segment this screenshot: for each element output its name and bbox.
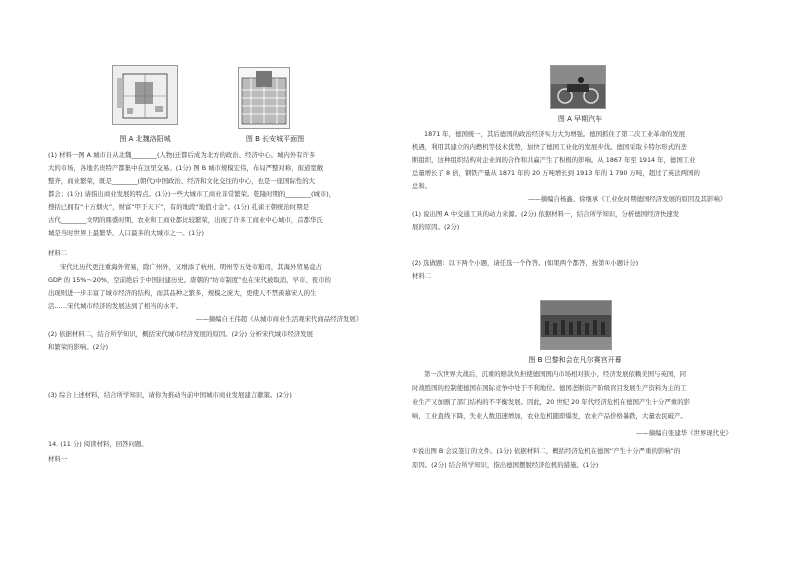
material-1-line: 断组织，这种组织结构对企业间的合作和共赢产生了积极的影响。从 1867 年至 1914 年，德国工业 bbox=[412, 156, 696, 164]
material-2-line: 宋代比历代更注重海外贸易，除广州外，又增添了杭州、明州等五处市舶司，其海外贸易竟占 bbox=[60, 263, 323, 271]
figure-a-caption-right: 图 A 早期汽车 bbox=[557, 115, 603, 123]
right-material-2-line: 业生产又加剧了部门结构的不平衡发展。因此，20 世纪 20 年代经济危机在德国产生十分严重的影 bbox=[412, 398, 690, 406]
left-q1-line: 城是当时世界上最繁华、人口最多的大城市之一。(1分) bbox=[48, 229, 205, 237]
material-1-line: 机遇，利用其建立的内燃机等技术优势，加快了德国工业化的发展步伐。德国采取卡特尔形式的垄 bbox=[412, 143, 687, 151]
figure-b-caption: 图 B 长安城平面图 bbox=[245, 135, 305, 143]
material-1-line: 总和。 bbox=[412, 182, 432, 190]
left-q1-line: (1) 材料一图 A 城市自从北魏________(人物)迁都后成为北方的政治、经济中心。城内外有许多 bbox=[48, 151, 316, 159]
material-1-source: ——摘编自杨鑫、徐继承《工业化时期德国经济发展的原因及其影响》 bbox=[528, 195, 727, 203]
right-material-2-line: 第一次世界大战后，沉重的赔款负担使德国国内市场相对狭小，经济发展依赖美国与英国，同 bbox=[424, 370, 687, 378]
right-question-circle-1-line: 原因。(2分) 结合所学知识，指出德国摆脱经济危机的措施。(1分) bbox=[412, 461, 599, 469]
right-question-2: (2) 选做题：以下两个小题，请任选一个作答。(如果两个都答，按第①小题计分) bbox=[412, 259, 639, 267]
left-q1-line: 大的市场，各地名贵特产都集中在这里交易。(1分) 图 B 城市规模宏伟，布局严整对称，街道宽敞 bbox=[48, 164, 324, 172]
right-material-2-line: 响，工业直线下降，失业人数迅速增加，农业危机随即爆发，农业产品价格暴跌，大量农民破产。 bbox=[412, 412, 687, 420]
left-q1-line: 都会；(1分) 请指出商业发展的特点。(1分)一些大城市工商业非常繁荣。乾隆时期的________(城市)， bbox=[48, 190, 336, 198]
figure-b-caption-right: 图 B 巴黎和会在凡尔赛宫开幕 bbox=[528, 356, 622, 364]
figure-a-caption: 图 A 北魏洛阳城 bbox=[119, 135, 171, 143]
material-1-line: 总量增长了 8 倍，钢铁产量从 1871 年的 20 万吨增长到 1913 年的 1 790 万吨，超过了英法两国的 bbox=[412, 169, 700, 177]
material-2-line: 出现则进一步丰富了城市经济的结构，而其品种之繁多，规模之庞大，更使人不禁羡慕宋人的生 bbox=[48, 289, 317, 297]
changan-plan-figure bbox=[238, 67, 290, 129]
right-material-2-line: 时战胜国的控制使德国在国际竞争中处于不利地位。德国垄断资产阶级盲目发展生产资料为主的工 bbox=[412, 384, 687, 392]
right-material-2-title: 材料二 bbox=[412, 272, 432, 280]
right-question-1-line: (1) 说出图 A 中交通工具的动力来源。(2分) 依据材料一，结合所学知识，分析德国经济快速发 bbox=[412, 210, 680, 218]
material-2-line: 活……宋代城市经济的发展达到了相当的水平。 bbox=[48, 302, 183, 310]
left-q1-line: 古代________文明的鼎盛时期，农业和工商业都比较繁荣，出现了许多工商业中心城市，首都华氏 bbox=[48, 216, 323, 224]
material-2-source: ——摘编自王伟超《从城市商业生活观宋代商品经济发展》 bbox=[196, 315, 363, 323]
left-q1-line: 搜括已拥有“十万烟火”，财富“甲于天下”，有的地段“地值寸金”。(1分) 孔雀王朝统治时期是 bbox=[48, 203, 310, 211]
question-2-line: (2) 依据材料二，结合所学知识，概括宋代城市经济发展的原因。(2分) 分析宋代城市经济发展 bbox=[48, 330, 314, 338]
material-2-line: GDP 的 15%～20%，空前绝后于中国封建历史。唐朝的“坊市制度”也在宋代被取消，早市、夜市的 bbox=[48, 276, 331, 284]
right-question-1-line: 展的原因。(2分) bbox=[412, 223, 460, 231]
material-1-title: 材料一 bbox=[48, 455, 68, 463]
question-2-line: 和繁荣的影响。(2分) bbox=[48, 343, 109, 351]
question-3: (3) 综合上述材料，结合所学知识，请你为推动当前中国城市商业发展建言献策。(2分) bbox=[48, 391, 292, 399]
right-question-circle-1-line: ①说出图 B 会议签订的文件。(1分) 依据材料二，概括经济危机在德国“产生十分严重的影响”的 bbox=[412, 447, 681, 455]
right-material-2-source: ——摘编自张建华《世界现代史》 bbox=[636, 429, 732, 437]
paris-peace-conference-photo bbox=[540, 300, 612, 350]
early-automobile-photo bbox=[550, 65, 606, 109]
question-14-heading: 14. (11 分) 阅读材料，回答问题。 bbox=[48, 440, 148, 448]
material-1-line: 1871 年，德国统一，其后德国的政治经济实力大为增强。德国抓住了第二次工业革命的发展 bbox=[424, 130, 686, 138]
luoyang-map-figure bbox=[112, 65, 178, 125]
material-2-title: 材料二 bbox=[48, 249, 68, 257]
left-q1-line: 整齐，商业繁荣，既是________(朝代)中国政治、经济和文化交往的中心，也是一座国际性的大 bbox=[48, 177, 316, 185]
